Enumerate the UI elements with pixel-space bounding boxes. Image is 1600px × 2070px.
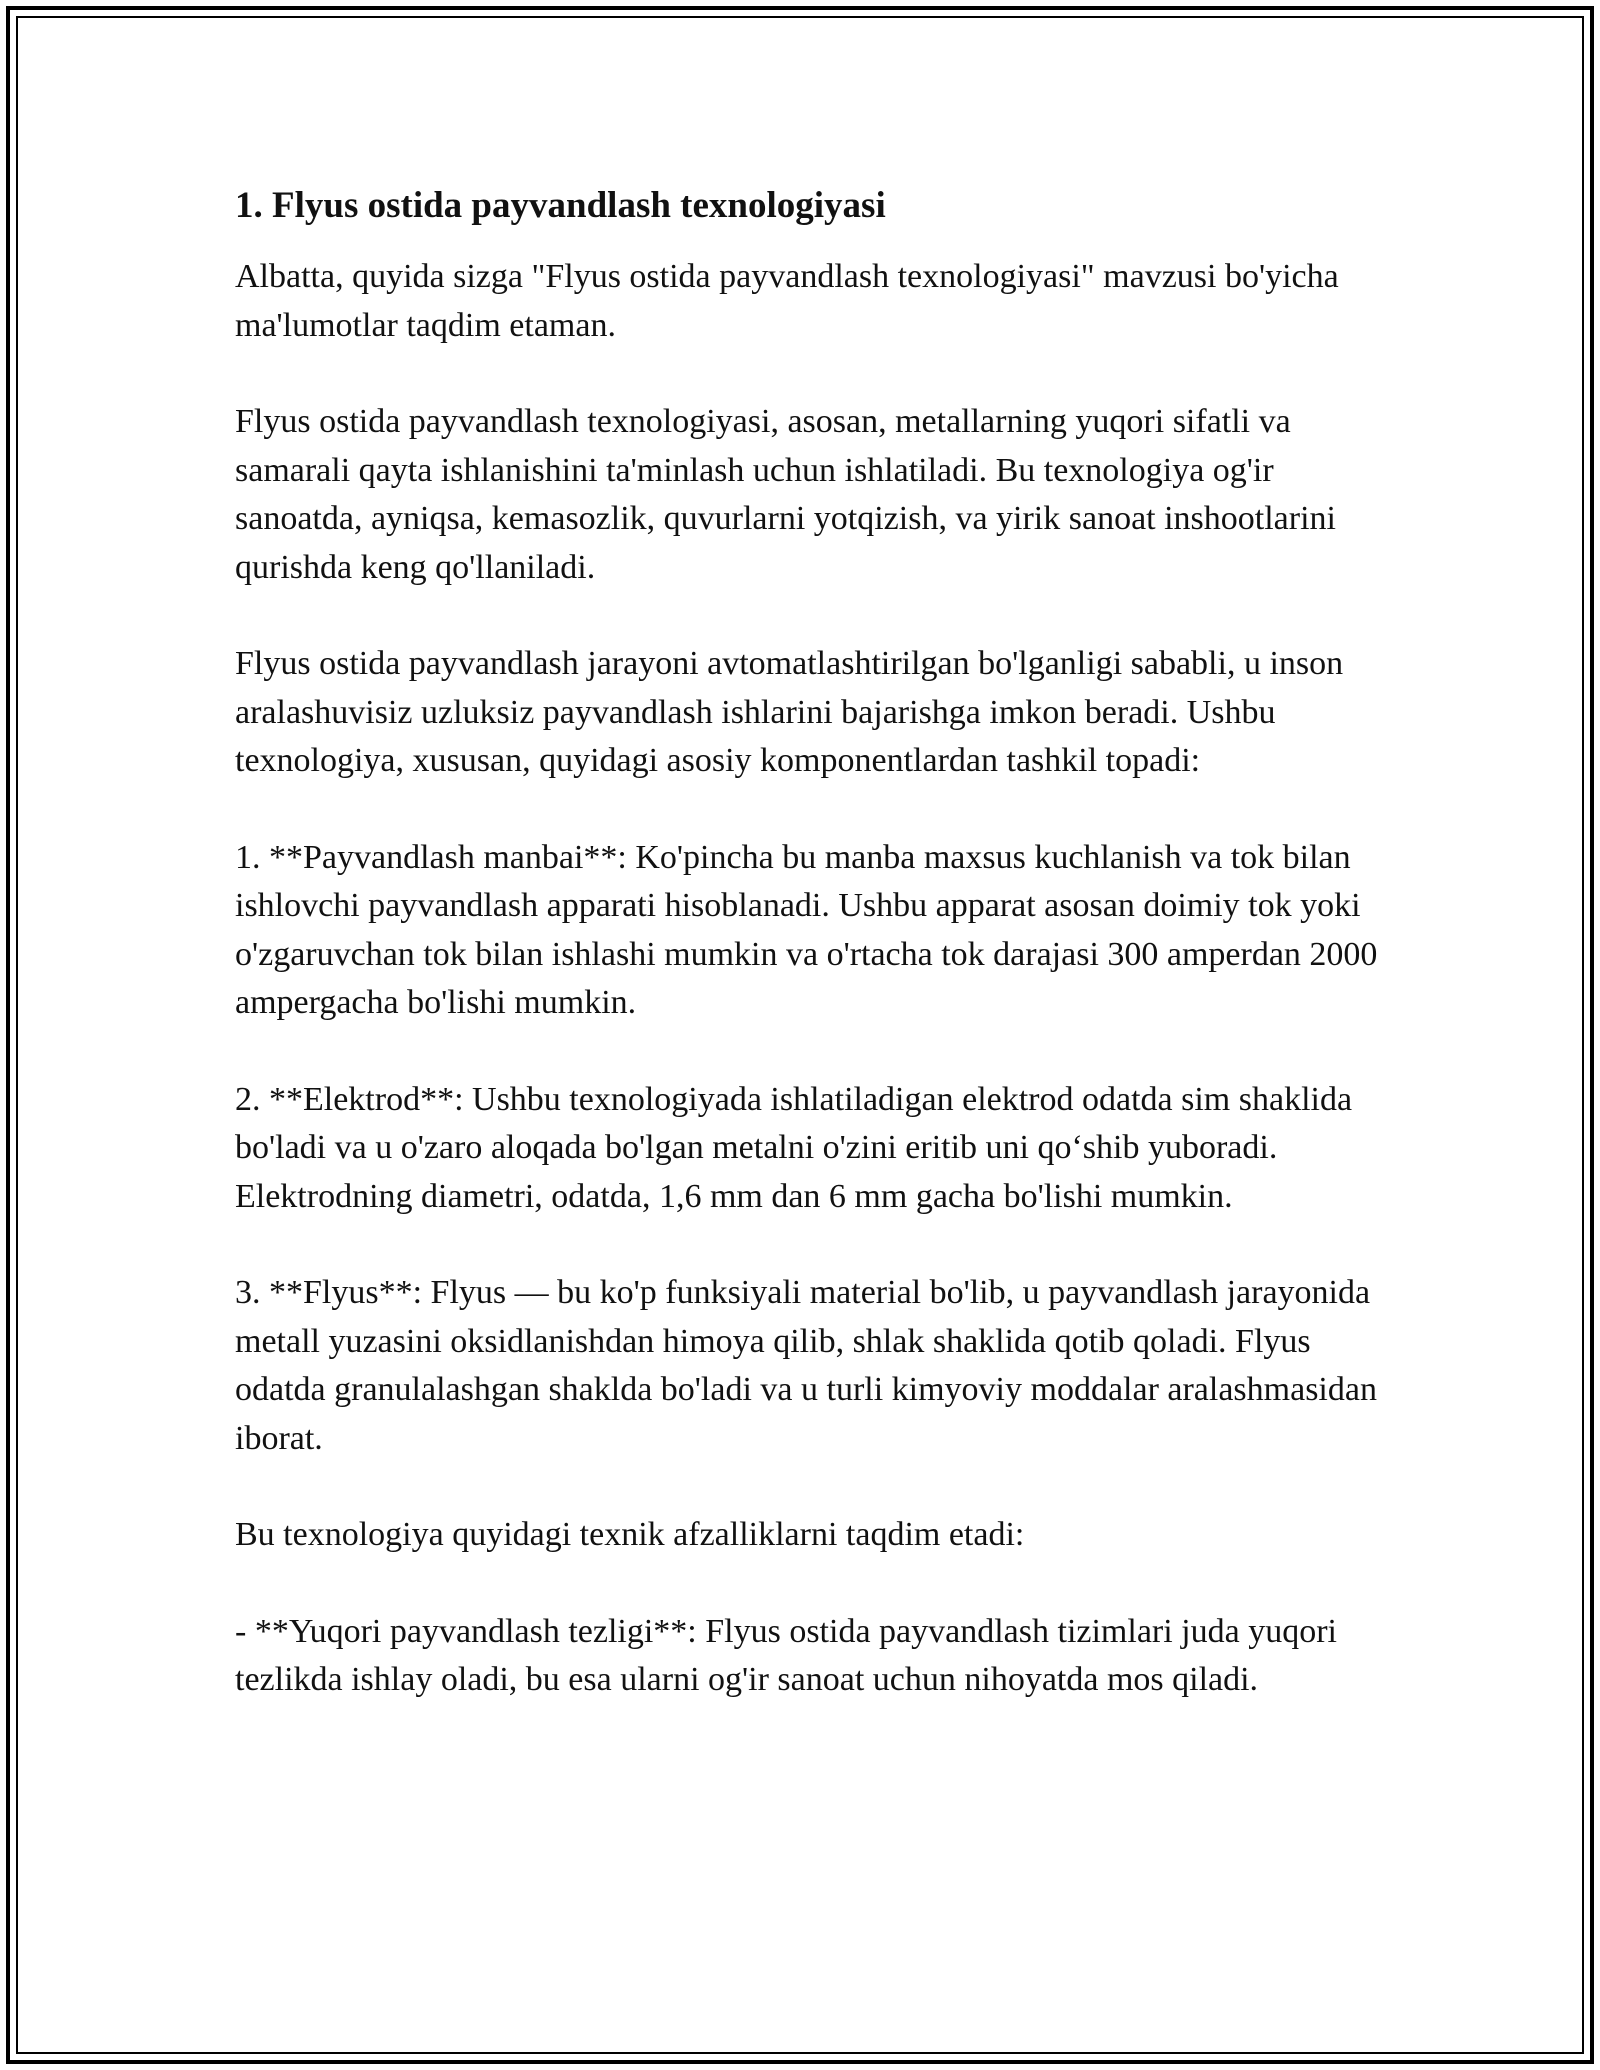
component-electrode: 2. **Elektrod**: Ushbu texnologiyada ishlatiladigan elektrod odatda sim shaklida bo'ladi va u o'zaro aloqada bo'lgan metalni o'zini eritib uni qo‘shib yuboradi. Elektrodning diametri, odatda, 1,6 mm dan 6 mm gacha bo'lishi mumkin. <box>235 1080 1353 1215</box>
advantage-high-speed: - **Yuqori payvandlash tezligi**: Flyus ostida payvandlash tizimlari juda yuqori tezlikda ishlay oladi, bu esa ularni og'ir sanoat uchun nihoyatda mos qiladi. <box>235 1612 1337 1698</box>
document-body <box>235 182 1380 1753</box>
usage-paragraph: Flyus ostida payvandlash texnologiyasi, asosan, metallarning yuqori sifatli va samarali qayta ishlanishini ta'minlash uchun ishlatiladi. Bu texnologiya og'ir sanoatda, ayniqsa, kemasozlik, quvurlarni yotqizish, va yirik sanoat inshootlarini qurishda keng qo'llaniladi. <box>235 403 1336 586</box>
document-heading: 1. Flyus ostida payvandlash texnologiyasi <box>235 185 886 226</box>
component-power-source: 1. **Payvandlash manbai**: Ko'pincha bu manba maxsus kuchlanish va tok bilan ishlovchi payvandlash apparati hisoblanadi. Ushbu apparat asosan doimiy tok yoki o'zgaruvchan tok bilan ishlashi mumkin va o'rtacha tok darajasi 300 amperdan 2000 ampergacha bo'lishi mumkin. <box>235 838 1378 1021</box>
intro-paragraph: Albatta, quyida sizga "Flyus ostida payvandlash texnologiyasi" mavzusi bo'yicha ma'lumotlar taqdim etaman. <box>235 258 1339 344</box>
process-paragraph: Flyus ostida payvandlash jarayoni avtomatlashtirilgan bo'lganligi sababli, u inson aralashuvisiz uzluksiz payvandlash ishlarini bajarishga imkon beradi. Ushbu texnologiya, xususan, quyidagi asosiy komponentlardan tashkil topadi: <box>235 645 1344 779</box>
component-flux: 3. **Flyus**: Flyus — bu ko'p funksiyali material bo'lib, u payvandlash jarayonida metall yuzasini oksidlanishdan himoya qilib, shlak shaklida qotib qoladi. Flyus odatda granulalashgan shaklda bo'ladi va u turli kimyoviy moddalar aralashmasidan iborat. <box>235 1274 1377 1457</box>
advantages-intro: Bu texnologiya quyidagi texnik afzalliklarni taqdim etadi: <box>235 1516 1025 1553</box>
